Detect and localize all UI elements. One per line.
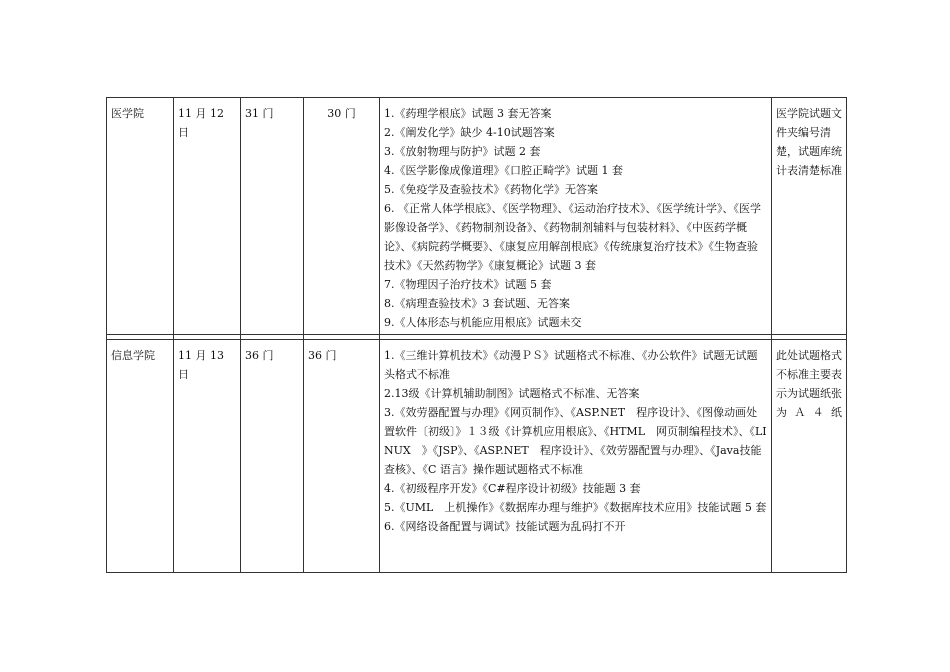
issue-item: 6. 《正常人体学根底》、《医学物理》、《运动治疗技术》、《医学统计学》、《医学影像设备学》、《药物制剂设备》、《药物制剂辅料与包装材料》、《中医药学概论》、《病院药学概要》、《康复应用解剖根底》《传统康复治疗技术》《生物查验技术》《天然药物学》《康复概论》试题 3 套	[384, 202, 761, 272]
college-cell: 医学院	[107, 98, 174, 335]
college-cell: 信息学院	[107, 340, 174, 573]
issue-item: 5.《UML 上机操作》《数据库办理与维护》《数据库技术应用》技能试题 5 套	[384, 501, 767, 514]
submitted-count-cell: 30 门	[304, 98, 380, 335]
submitted-count-cell: 36 门	[304, 340, 380, 573]
course-count-cell: 36 门	[241, 340, 304, 573]
date-cell: 11 月 12 日	[174, 98, 241, 335]
issue-item: 1.《三维计算机技术》《动漫ＰＳ》试题格式不标准、《办公软件》试题无试题头格式不标准	[384, 349, 758, 381]
issues-cell	[380, 340, 772, 573]
remark-cell: 医学院试题文件夹编号清楚，试题库统计表清楚标准	[772, 98, 847, 335]
course-count-cell: 31 门	[241, 98, 304, 335]
date-cell: 11 月 13 日	[174, 340, 241, 573]
issue-item: 3.《放射物理与防护》试题 2 套	[384, 145, 541, 158]
table-row	[107, 340, 847, 573]
issue-item: 7.《物理因子治疗技术》试题 5 套	[384, 278, 552, 291]
issue-item: 4.《初级程序开发》《C#程序设计初级》技能题 3 套	[384, 482, 641, 495]
issue-item: 8.《病理查验技术》3 套试题、无答案	[384, 297, 570, 310]
exam-inspection-table	[106, 97, 847, 573]
remark-cell: 此处试题格式不标准主要表示为试题纸张为Ａ４纸	[772, 340, 847, 573]
issue-item: 9.《人体形态与机能应用根底》试题未交	[384, 316, 582, 329]
issue-item: 3.《效劳器配置与办理》《网页制作》、《ASP.NET 程序设计》、《图像动画处置软件〔初级〕》１３级《计算机应用根底》、《HTML 网页制编程技术》、《LINUX 》《JSP》、《ASP.NET 程序设计》、《效劳器配置与办理》、《Java技能查核》、《C 语言》操作题试题格式不标准	[384, 406, 767, 476]
issue-item: 6.《网络设备配置与调试》技能试题为乱码打不开	[384, 520, 626, 533]
issue-item: 2.13级《计算机辅助制图》试题格式不标准、无答案	[384, 387, 640, 400]
table-row	[107, 98, 847, 335]
issue-item: 5.《免疫学及查验技术》《药物化学》无答案	[384, 183, 598, 196]
issue-item: 4.《医学影像成像道理》《口腔正畸学》试题 1 套	[384, 164, 623, 177]
issue-item: 1.《药理学根底》试题 3 套无答案	[384, 107, 552, 120]
issues-cell	[380, 98, 772, 335]
issue-item: 2.《阐发化学》缺少 4-10试题答案	[384, 126, 555, 139]
